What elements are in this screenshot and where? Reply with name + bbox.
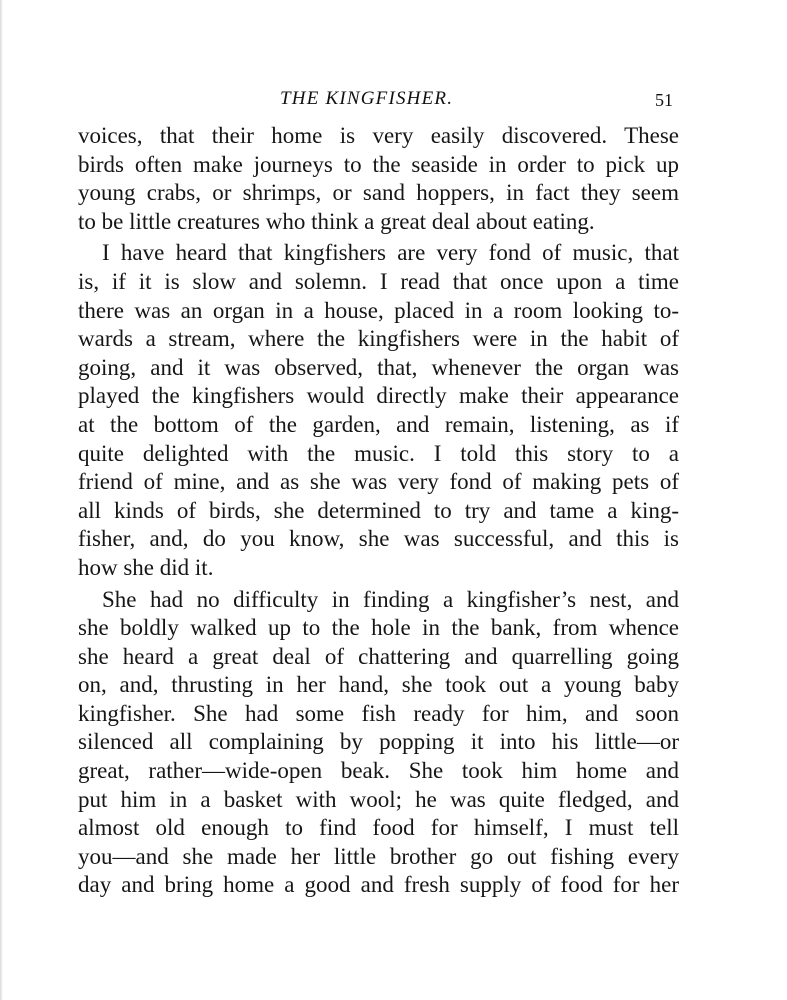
- text-line: she heard a great deal of chattering and quarrelling going: [78, 643, 679, 669]
- text-line: I have heard that kingfishers are very fond of music, that: [102, 240, 679, 266]
- text-line: silenced all complaining by popping it into his little—or: [78, 729, 679, 755]
- body-text: [78, 122, 679, 900]
- paragraph-2: [78, 239, 679, 582]
- text-line: young crabs, or shrimps, or sand hoppers, in fact they seem: [78, 180, 679, 206]
- text-line: day and bring home a good and fresh supply of food for her: [78, 872, 679, 898]
- text-line: at the bottom of the garden, and remain, listening, as if: [78, 411, 679, 437]
- text-line: birds often make journeys to the seaside in order to pick up: [78, 151, 679, 177]
- text-line: put him in a basket with wool; he was quite fledged, and: [78, 786, 679, 812]
- text-line: played the kingfishers would directly make their appearance: [78, 383, 679, 409]
- text-line: fisher, and, do you know, she was successful, and this is: [78, 526, 679, 552]
- text-line: is, if it is slow and solemn. I read that once upon a time: [78, 268, 679, 294]
- running-head: [0, 88, 787, 114]
- text-line: you—and she made her little brother go out fishing every: [78, 843, 679, 869]
- page-number: 51: [655, 90, 673, 110]
- page-edge-shadow: [0, 0, 3, 1000]
- text-line: friend of mine, and as she was very fond of making pets of: [78, 469, 679, 495]
- text-line: she boldly walked up to the hole in the bank, from whence: [78, 615, 679, 641]
- text-line: to be little creatures who think a great deal about eating.: [78, 208, 595, 234]
- text-line: wards a stream, where the kingfishers were in the habit of: [78, 326, 679, 352]
- text-line: going, and it was observed, that, whenever the organ was: [78, 354, 679, 380]
- paragraph-1: [78, 122, 679, 236]
- text-line: great, rather—wide-open beak. She took him home and: [78, 758, 679, 784]
- text-line: quite delighted with the music. I told this story to a: [78, 440, 679, 466]
- text-line: all kinds of birds, she determined to try and tame a king-: [78, 497, 679, 523]
- text-line: She had no difficulty in finding a kingfisher’s nest, and: [102, 586, 679, 612]
- paragraph-3: [78, 586, 679, 901]
- text-line: how she did it.: [78, 554, 214, 580]
- running-title: THE KINGFISHER.: [280, 88, 454, 109]
- text-line: kingfisher. She had some fish ready for him, and soon: [78, 700, 679, 726]
- text-line: almost old enough to find food for himself, I must tell: [78, 815, 679, 841]
- text-line: there was an organ in a house, placed in a room looking to-: [78, 297, 679, 323]
- text-line: on, and, thrusting in her hand, she took out a young baby: [78, 672, 679, 698]
- text-line: voices, that their home is very easily discovered. These: [78, 123, 679, 148]
